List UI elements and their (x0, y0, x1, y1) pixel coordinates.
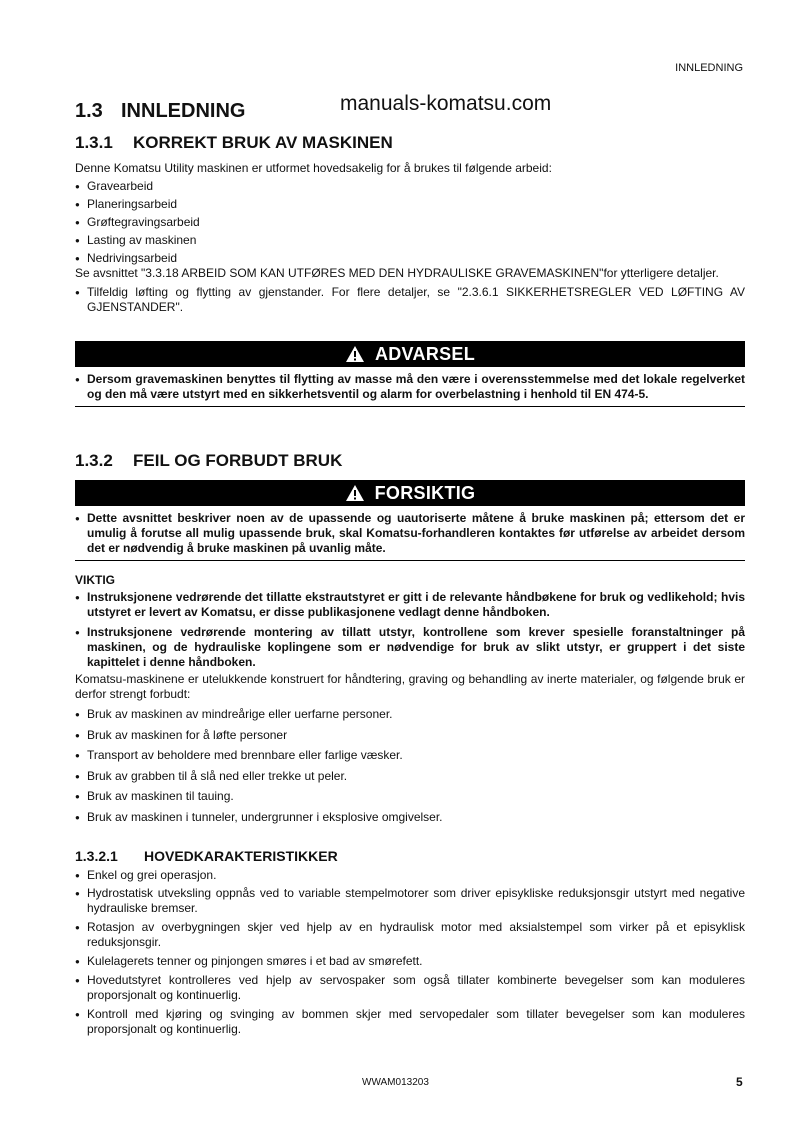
heading-title: KORREKT BRUK AV MASKINEN (133, 133, 393, 152)
list-item: ● Rotasjon av overbygningen skjer ved hjelp av en hydraulisk motor med aksialstempel som virker på et episyklisk reduksjonsgir. (75, 920, 745, 950)
list-item: ● Bruk av maskinen for å løfte personer (75, 728, 745, 743)
watermark: manuals-komatsu.com (340, 92, 552, 115)
list-item: ● Gravearbeid (75, 179, 745, 194)
work-list (75, 179, 745, 266)
warning-banner (75, 341, 745, 367)
section-1-3-2-1 (75, 848, 745, 1037)
list-item: ● Bruk av maskinen til tauing. (75, 789, 745, 804)
list-item: ● Grøftegravingsarbeid (75, 215, 745, 230)
list-item: ● Hovedutstyret kontrolleres ved hjelp av servospaker som også tillater kombinerte bevegelser som kan moduleres proporsjonalt og kontinuerlig. (75, 973, 745, 1003)
list-item: ● Bruk av grabben til å slå ned eller trekke ut peler. (75, 769, 745, 784)
section-number: 1.3 (75, 100, 103, 122)
forbidden-intro: Komatsu-maskinene er utelukkende konstruert for håndtering, graving og behandling av inerte materialer, og følgende bruk er derfor strengt forbudt: (75, 672, 745, 701)
warning-block (75, 341, 745, 407)
list-item: ● Tilfeldig løfting og flytting av gjenstander. For flere detaljer, se "2.3.6.1 SIKKERHETSREGLER VED LØFTING AV GJENSTANDER". (75, 285, 745, 315)
list-item: ● Kontroll med kjøring og svinging av bommen skjer med servopedaler som tillater bevegelser som kan moduleres proporsjonalt og kontinuerlig. (75, 1007, 745, 1037)
caution-block (75, 480, 745, 561)
list-item: ● Bruk av maskinen av mindreårige eller uerfarne personer. (75, 707, 745, 722)
heading-title: FEIL OG FORBUDT BRUK (133, 451, 343, 470)
list-item: ● Transport av beholdere med brennbare eller farlige væsker. (75, 748, 745, 763)
see-reference: Se avsnittet "3.3.18 ARBEID SOM KAN UTFØRES MED DEN HYDRAULISKE GRAVEMASKINEN"for ytterligere detaljer. (75, 266, 719, 280)
lift-list (75, 285, 745, 315)
divider (75, 560, 745, 561)
intro-text: Denne Komatsu Utility maskinen er utformet hovedsakelig for å brukes til følgende arbeid: (75, 161, 552, 175)
document-code: WWAM013203 (362, 1077, 429, 1088)
list-item: ● Bruk av maskinen i tunneler, undergrunner i eksplosive omgivelser. (75, 810, 745, 825)
caution-list (75, 511, 745, 560)
forbidden-list (75, 707, 745, 825)
caution-banner (75, 480, 745, 506)
list-item: ● Dersom gravemaskinen benyttes til flytting av masse må den være i overensstemmelse med det lokale regelverket og den må være utstyrt med en sikkerhetsventil og alarm for overbelastning i henhold til EN 474-5. (75, 372, 745, 402)
heading-title: HOVEDKARAKTERISTIKKER (144, 848, 338, 864)
list-item: ● Nedrivingsarbeid (75, 251, 745, 266)
heading-1-3-1 (75, 133, 745, 153)
heading-number: 1.3.1 (75, 133, 113, 152)
page-number: 5 (736, 1075, 743, 1089)
section-heading-1-3 (75, 100, 245, 123)
list-item: ● Lasting av maskinen (75, 233, 745, 248)
list-item: ● Enkel og grei operasjon. (75, 868, 745, 883)
important-list (75, 590, 745, 670)
important-label: VIKTIG (75, 573, 116, 587)
running-header: INNLEDNING (675, 62, 743, 74)
warning-list (75, 372, 745, 406)
caution-label: FORSIKTIG (374, 482, 476, 503)
list-item: ● Dette avsnittet beskriver noen av de upassende og uautoriserte måtene å bruke maskinen på; ettersom det er umulig å forutse all mulig upassende bruk, skal Komatsu-forhandleren kontaktes før utførelse av arbeidet dersom det er nødvendig å bruke maskinen på uvanlig måte. (75, 511, 745, 556)
divider (75, 406, 745, 407)
heading-number: 1.3.2.1 (75, 848, 118, 864)
section-1-3-2 (75, 451, 745, 471)
list-item: ● Instruksjonene vedrørende det tillatte ekstrautstyret er gitt i de relevante håndbøkene for bruk og vedlikehold; hvis utstyret er levert av Komatsu, er disse publikasjonene vedlagt denne håndboken. (75, 590, 745, 620)
list-item: ● Kulelagerets tenner og pinjongen smøres i et bad av smørefett. (75, 954, 745, 969)
section-1-3-1 (75, 133, 745, 315)
warning-label: ADVARSEL (374, 343, 476, 364)
list-item: ● Planeringsarbeid (75, 197, 745, 212)
heading-number: 1.3.2 (75, 451, 113, 470)
heading-1-3-2-1 (75, 848, 745, 864)
heading-1-3-2 (75, 451, 745, 471)
warning-triangle-icon (345, 345, 365, 363)
list-item: ● Hydrostatisk utveksling oppnås ved to variable stempelmotorer som driver episykliske reduksjonsgir utstyrt med negative hydrauliske bremser. (75, 886, 745, 916)
characteristics-list (75, 868, 745, 1037)
section-title: INNLEDNING (121, 100, 246, 122)
warning-triangle-icon (345, 484, 365, 502)
important-block (75, 573, 745, 825)
list-item: ● Instruksjonene vedrørende montering av tillatt utstyr, kontrollene som krever spesielle foranstaltninger på maskinen, og de hydrauliske koplingene som er nødvendige for bruk av slikt utstyr, er gruppert i det siste kapittelet i denne håndboken. (75, 625, 745, 670)
